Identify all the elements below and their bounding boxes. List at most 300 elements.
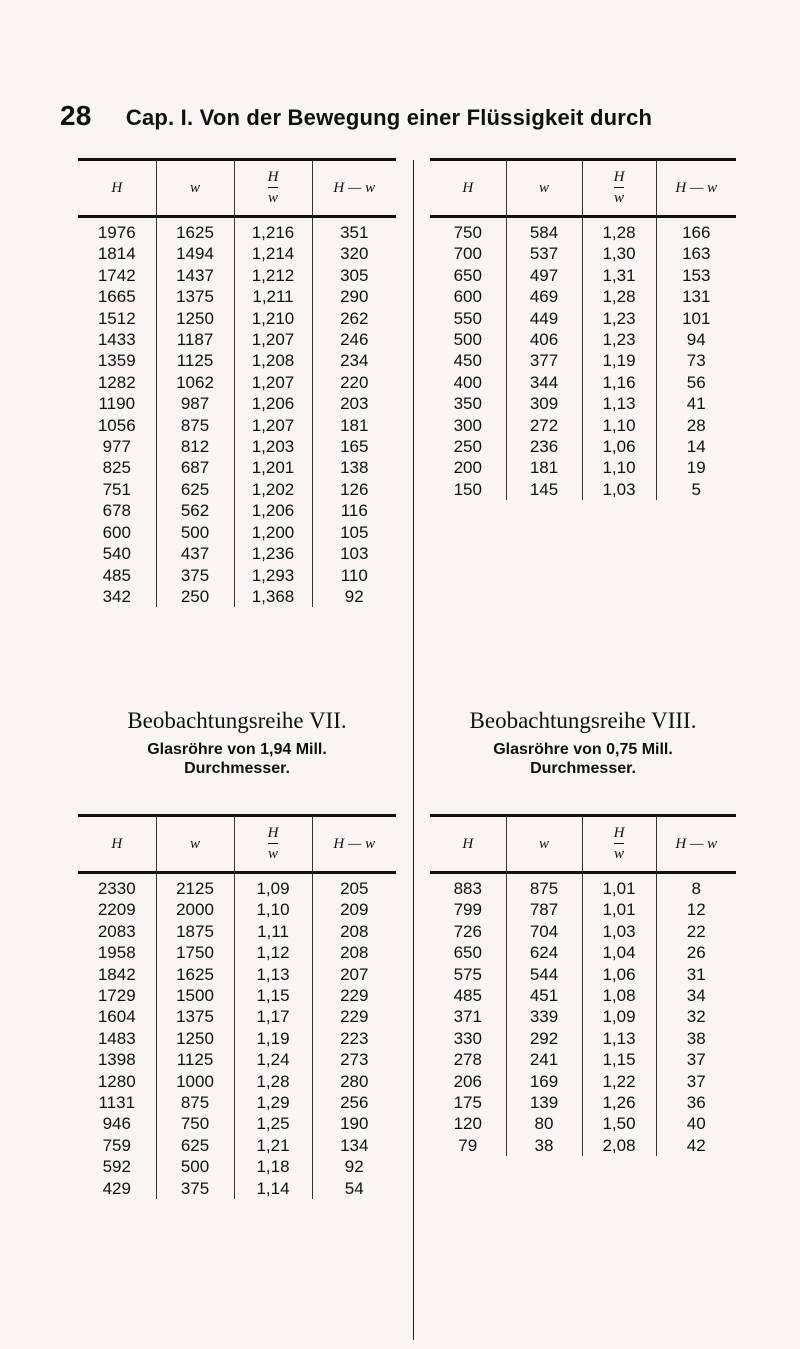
- col-diff-cell: 126: [312, 479, 396, 500]
- col-h-cell: 550: [453, 308, 482, 328]
- table-row: [430, 393, 736, 414]
- col-w-cell: 2125: [156, 873, 234, 900]
- col-ratio-cell: 2,08: [582, 1135, 656, 1156]
- table-top-left: [78, 158, 396, 607]
- col-h-cell: 1433: [97, 330, 136, 350]
- col-w-cell: 812: [156, 436, 234, 457]
- table-row: [78, 1178, 396, 1199]
- col-h-cell: 150: [453, 479, 482, 499]
- col-ratio-cell: 1,208: [234, 350, 312, 371]
- col-w-cell: 1375: [156, 1006, 234, 1027]
- col-diff-cell: 36: [656, 1092, 736, 1113]
- table-row: [430, 415, 736, 436]
- col-h-cell: 250: [453, 437, 482, 457]
- col-h-cell: 883: [453, 879, 482, 898]
- col-h-cell: 2209: [97, 900, 136, 920]
- table-series-vii: [78, 814, 396, 1199]
- col-ratio-cell: 1,293: [234, 565, 312, 586]
- col-diff-cell: 320: [312, 243, 396, 264]
- col-h-cell: 1512: [97, 308, 136, 328]
- col-w-cell: 500: [156, 1156, 234, 1177]
- col-w-cell: 1500: [156, 985, 234, 1006]
- col-ratio-cell: 1,207: [234, 415, 312, 436]
- table-row: [78, 286, 396, 307]
- table-row: [78, 500, 396, 521]
- col-h-cell: 1280: [97, 1071, 136, 1091]
- col-diff-cell: 12: [656, 899, 736, 920]
- col-ratio-cell: 1,211: [234, 286, 312, 307]
- table-row: [430, 899, 736, 920]
- col-h-cell: 540: [102, 544, 131, 564]
- series-viii-title: Beobachtungsreihe VIII.: [469, 708, 697, 733]
- col-ratio-cell: 1,03: [582, 479, 656, 500]
- col-ratio-cell: 1,09: [234, 873, 312, 900]
- col-h-cell: 350: [453, 394, 482, 414]
- col-h-cell: 1958: [97, 943, 136, 963]
- col-diff-cell: 203: [312, 393, 396, 414]
- col-ratio-cell: 1,206: [234, 393, 312, 414]
- col-ratio-cell: 1,01: [582, 899, 656, 920]
- col-w-cell: 1625: [156, 964, 234, 985]
- col-w-cell: 375: [156, 565, 234, 586]
- col-ratio-cell: 1,23: [582, 308, 656, 329]
- col-diff-cell: 19: [656, 457, 736, 478]
- header-h: H: [430, 160, 506, 217]
- col-h-cell: 278: [453, 1050, 482, 1070]
- table-row: [78, 479, 396, 500]
- table-row: [78, 873, 396, 900]
- col-h-cell: 1483: [97, 1028, 136, 1048]
- col-ratio-cell: 1,31: [582, 265, 656, 286]
- header-ratio: [234, 160, 312, 217]
- col-diff-cell: 41: [656, 393, 736, 414]
- col-ratio-cell: 1,17: [234, 1006, 312, 1027]
- col-w-cell: 750: [156, 1113, 234, 1134]
- series-vii: [78, 708, 396, 1199]
- col-diff-cell: 103: [312, 543, 396, 564]
- col-h-cell: 1604: [97, 1007, 136, 1027]
- col-h-cell: 946: [102, 1114, 131, 1134]
- col-h-cell: 2330: [97, 879, 136, 898]
- col-ratio-cell: 1,15: [582, 1049, 656, 1070]
- col-diff-cell: 165: [312, 436, 396, 457]
- col-ratio-cell: 1,28: [582, 286, 656, 307]
- col-h-cell: 429: [102, 1178, 131, 1198]
- col-ratio-cell: 1,50: [582, 1113, 656, 1134]
- table-row: [78, 543, 396, 564]
- col-h-cell: 1282: [97, 372, 136, 392]
- col-w-cell: 562: [156, 500, 234, 521]
- table-row: [78, 1049, 396, 1070]
- col-h-cell: 500: [453, 330, 482, 350]
- running-title: Cap. I. Von der Bewegung einer Flüssigkeit durch: [125, 105, 653, 130]
- col-h-cell: 825: [102, 458, 131, 478]
- col-ratio-cell: 1,19: [234, 1028, 312, 1049]
- col-diff-cell: 92: [312, 586, 396, 607]
- col-w-cell: 2000: [156, 899, 234, 920]
- col-diff-cell: 32: [656, 1006, 736, 1027]
- col-ratio-cell: 1,04: [582, 942, 656, 963]
- col-h-cell: 678: [102, 501, 131, 521]
- page-number: 28: [60, 100, 92, 131]
- col-ratio-cell: 1,13: [582, 393, 656, 414]
- col-h-cell: 592: [102, 1157, 131, 1177]
- col-ratio-cell: 1,200: [234, 522, 312, 543]
- col-diff-cell: 134: [312, 1135, 396, 1156]
- col-diff-cell: 273: [312, 1049, 396, 1070]
- col-diff-cell: 207: [312, 964, 396, 985]
- col-h-cell: 79: [458, 1135, 478, 1155]
- ratio-denominator: w: [613, 189, 624, 206]
- table-series-viii: [430, 814, 736, 1156]
- col-h-cell: 1842: [97, 964, 136, 984]
- col-w-cell: 544: [506, 964, 582, 985]
- col-diff-cell: 56: [656, 372, 736, 393]
- col-h-cell: 726: [453, 921, 482, 941]
- col-h-cell: 330: [453, 1028, 482, 1048]
- table-row: [78, 350, 396, 371]
- col-w-cell: 449: [506, 308, 582, 329]
- col-diff-cell: 37: [656, 1049, 736, 1070]
- table-top-left-wrapper: [78, 158, 396, 607]
- col-w-cell: 687: [156, 457, 234, 478]
- col-ratio-cell: 1,11: [234, 921, 312, 942]
- col-ratio-cell: 1,202: [234, 479, 312, 500]
- col-ratio-cell: 1,212: [234, 265, 312, 286]
- col-ratio-cell: 1,16: [582, 372, 656, 393]
- col-w-cell: 1062: [156, 372, 234, 393]
- col-h-cell: 200: [453, 458, 482, 478]
- col-ratio-cell: 1,24: [234, 1049, 312, 1070]
- col-diff-cell: 131: [656, 286, 736, 307]
- col-w-cell: 500: [156, 522, 234, 543]
- ratio-denominator: w: [613, 845, 624, 862]
- col-ratio-cell: 1,19: [582, 350, 656, 371]
- col-w-cell: 292: [506, 1028, 582, 1049]
- col-diff-cell: 209: [312, 899, 396, 920]
- header-diff: H — w: [312, 816, 396, 873]
- table-row: [78, 964, 396, 985]
- col-h-cell: 700: [453, 244, 482, 264]
- col-w-cell: 875: [506, 873, 582, 900]
- col-ratio-cell: 1,23: [582, 329, 656, 350]
- col-ratio-cell: 1,01: [582, 873, 656, 900]
- page-header: [60, 100, 760, 132]
- col-ratio-cell: 1,14: [234, 1178, 312, 1199]
- col-w-cell: 169: [506, 1071, 582, 1092]
- header-h: H: [430, 816, 506, 873]
- ratio-fraction: [614, 826, 625, 862]
- col-diff-cell: 54: [312, 1178, 396, 1199]
- table-row: [430, 286, 736, 307]
- table-row: [78, 565, 396, 586]
- col-diff-cell: 105: [312, 522, 396, 543]
- col-diff-cell: 37: [656, 1071, 736, 1092]
- col-w-cell: 377: [506, 350, 582, 371]
- col-diff-cell: 92: [312, 1156, 396, 1177]
- table-row: [430, 921, 736, 942]
- col-w-cell: 625: [156, 479, 234, 500]
- col-w-cell: 987: [156, 393, 234, 414]
- col-h-cell: 600: [453, 287, 482, 307]
- col-h-cell: 400: [453, 372, 482, 392]
- col-ratio-cell: 1,12: [234, 942, 312, 963]
- col-diff-cell: 153: [656, 265, 736, 286]
- series-vii-subtitle-line2: Durchmesser.: [184, 760, 290, 777]
- col-ratio-cell: 1,13: [582, 1028, 656, 1049]
- col-diff-cell: 163: [656, 243, 736, 264]
- header-diff: H — w: [312, 160, 396, 217]
- col-diff-cell: 208: [312, 921, 396, 942]
- table-row: [78, 217, 396, 244]
- col-ratio-cell: 1,207: [234, 372, 312, 393]
- col-diff-cell: 208: [312, 942, 396, 963]
- ratio-denominator: w: [267, 845, 278, 862]
- col-h-cell: 1398: [97, 1050, 136, 1070]
- col-diff-cell: 229: [312, 985, 396, 1006]
- table-row: [78, 1028, 396, 1049]
- col-h-cell: 1359: [97, 351, 136, 371]
- ratio-fraction: [268, 170, 279, 206]
- table-top-right: [430, 158, 736, 500]
- table-row: [430, 985, 736, 1006]
- ratio-fraction: [614, 170, 625, 206]
- col-w-cell: 437: [156, 543, 234, 564]
- col-w-cell: 1125: [156, 350, 234, 371]
- col-ratio-cell: 1,06: [582, 964, 656, 985]
- table-row: [78, 985, 396, 1006]
- col-h-cell: 1190: [98, 394, 136, 414]
- col-ratio-cell: 1,214: [234, 243, 312, 264]
- table-top-right-wrapper: [430, 158, 736, 500]
- table-row: [430, 1049, 736, 1070]
- col-w-cell: 1250: [156, 308, 234, 329]
- col-h-cell: 1976: [97, 223, 136, 242]
- table-row: [78, 457, 396, 478]
- table-row: [430, 942, 736, 963]
- col-w-cell: 469: [506, 286, 582, 307]
- table-row: [430, 873, 736, 900]
- table-row: [430, 436, 736, 457]
- col-ratio-cell: 1,13: [234, 964, 312, 985]
- col-diff-cell: 280: [312, 1071, 396, 1092]
- col-diff-cell: 5: [656, 479, 736, 500]
- table-row: [78, 1071, 396, 1092]
- table-row: [430, 217, 736, 244]
- col-w-cell: 272: [506, 415, 582, 436]
- table-row: [430, 1028, 736, 1049]
- col-w-cell: 537: [506, 243, 582, 264]
- table-row: [78, 308, 396, 329]
- col-w-cell: 1125: [156, 1049, 234, 1070]
- header-diff: H — w: [656, 816, 736, 873]
- col-h-cell: 485: [453, 986, 482, 1006]
- col-h-cell: 1056: [97, 415, 136, 435]
- col-w-cell: 1375: [156, 286, 234, 307]
- table-row: [78, 921, 396, 942]
- series-vii-subtitle-line1: Glasröhre von 1,94 Mill.: [147, 741, 327, 758]
- table-row: [78, 1135, 396, 1156]
- col-w-cell: 139: [506, 1092, 582, 1113]
- col-w-cell: 181: [506, 457, 582, 478]
- table-row: [78, 1006, 396, 1027]
- col-ratio-cell: 1,10: [582, 415, 656, 436]
- col-diff-cell: 262: [312, 308, 396, 329]
- col-ratio-cell: 1,207: [234, 329, 312, 350]
- ratio-denominator: w: [267, 189, 278, 206]
- col-w-cell: 145: [506, 479, 582, 500]
- col-w-cell: 1187: [156, 329, 234, 350]
- col-h-cell: 300: [453, 415, 482, 435]
- table-row: [78, 522, 396, 543]
- series-vii-subtitle: [78, 740, 396, 778]
- col-ratio-cell: 1,368: [234, 586, 312, 607]
- header-w: w: [506, 160, 582, 217]
- col-diff-cell: 34: [656, 985, 736, 1006]
- table-row: [430, 479, 736, 500]
- col-ratio-cell: 1,15: [234, 985, 312, 1006]
- header-ratio: [234, 816, 312, 873]
- table-row: [430, 372, 736, 393]
- col-ratio-cell: 1,21: [234, 1135, 312, 1156]
- header-ratio: [582, 160, 656, 217]
- col-w-cell: 875: [156, 415, 234, 436]
- col-diff-cell: 22: [656, 921, 736, 942]
- col-diff-cell: 181: [312, 415, 396, 436]
- col-ratio-cell: 1,26: [582, 1092, 656, 1113]
- col-diff-cell: 290: [312, 286, 396, 307]
- col-w-cell: 875: [156, 1092, 234, 1113]
- col-h-cell: 750: [453, 223, 482, 242]
- col-ratio-cell: 1,29: [234, 1092, 312, 1113]
- col-diff-cell: 351: [312, 217, 396, 244]
- col-diff-cell: 305: [312, 265, 396, 286]
- col-diff-cell: 101: [656, 308, 736, 329]
- col-ratio-cell: 1,08: [582, 985, 656, 1006]
- col-w-cell: 1875: [156, 921, 234, 942]
- col-w-cell: 1000: [156, 1071, 234, 1092]
- col-diff-cell: 38: [656, 1028, 736, 1049]
- table-row: [78, 393, 396, 414]
- col-diff-cell: 73: [656, 350, 736, 371]
- header-diff: H — w: [656, 160, 736, 217]
- header-w: w: [156, 816, 234, 873]
- col-ratio-cell: 1,203: [234, 436, 312, 457]
- table-row: [78, 586, 396, 607]
- ratio-numerator: H: [613, 168, 625, 185]
- col-diff-cell: 223: [312, 1028, 396, 1049]
- col-w-cell: 250: [156, 586, 234, 607]
- table-row: [78, 899, 396, 920]
- table-row: [430, 964, 736, 985]
- col-w-cell: 339: [506, 1006, 582, 1027]
- col-h-cell: 1131: [98, 1093, 136, 1113]
- col-w-cell: 497: [506, 265, 582, 286]
- table-row: [78, 1113, 396, 1134]
- col-diff-cell: 246: [312, 329, 396, 350]
- col-ratio-cell: 1,28: [234, 1071, 312, 1092]
- col-diff-cell: 205: [312, 873, 396, 900]
- table-row: [430, 1092, 736, 1113]
- col-ratio-cell: 1,28: [582, 217, 656, 244]
- col-diff-cell: 8: [656, 873, 736, 900]
- col-h-cell: 977: [102, 437, 131, 457]
- col-diff-cell: 42: [656, 1135, 736, 1156]
- col-ratio-cell: 1,206: [234, 500, 312, 521]
- table-row: [430, 265, 736, 286]
- col-ratio-cell: 1,18: [234, 1156, 312, 1177]
- series-viii-subtitle: [430, 740, 736, 778]
- ratio-numerator: H: [267, 168, 279, 185]
- col-w-cell: 375: [156, 1178, 234, 1199]
- col-h-cell: 1665: [97, 287, 136, 307]
- col-ratio-cell: 1,06: [582, 436, 656, 457]
- col-w-cell: 787: [506, 899, 582, 920]
- col-h-cell: 600: [102, 522, 131, 542]
- col-diff-cell: 166: [656, 217, 736, 244]
- col-h-cell: 759: [102, 1135, 131, 1155]
- ratio-numerator: H: [613, 824, 625, 841]
- col-h-cell: 450: [453, 351, 482, 371]
- col-diff-cell: 31: [656, 964, 736, 985]
- table-row: [430, 308, 736, 329]
- col-diff-cell: 256: [312, 1092, 396, 1113]
- header-ratio: [582, 816, 656, 873]
- table-row: [78, 415, 396, 436]
- col-ratio-cell: 1,25: [234, 1113, 312, 1134]
- ratio-numerator: H: [267, 824, 279, 841]
- col-w-cell: 1250: [156, 1028, 234, 1049]
- col-ratio-cell: 1,210: [234, 308, 312, 329]
- col-w-cell: 236: [506, 436, 582, 457]
- col-diff-cell: 234: [312, 350, 396, 371]
- col-diff-cell: 138: [312, 457, 396, 478]
- col-diff-cell: 220: [312, 372, 396, 393]
- series-viii-subtitle-line1: Glasröhre von 0,75 Mill.: [493, 741, 673, 758]
- col-h-cell: 650: [453, 943, 482, 963]
- ratio-fraction: [268, 826, 279, 862]
- col-ratio-cell: 1,236: [234, 543, 312, 564]
- col-h-cell: 1729: [97, 986, 136, 1006]
- table-row: [78, 942, 396, 963]
- col-ratio-cell: 1,10: [234, 899, 312, 920]
- col-ratio-cell: 1,10: [582, 457, 656, 478]
- col-w-cell: 309: [506, 393, 582, 414]
- col-h-cell: 120: [453, 1114, 482, 1134]
- col-w-cell: 1437: [156, 265, 234, 286]
- table-row: [430, 243, 736, 264]
- series-viii: [430, 708, 736, 1156]
- col-h-cell: 575: [453, 964, 482, 984]
- col-h-cell: 485: [102, 565, 131, 585]
- col-diff-cell: 40: [656, 1113, 736, 1134]
- col-ratio-cell: 1,03: [582, 921, 656, 942]
- col-h-cell: 650: [453, 265, 482, 285]
- col-w-cell: 704: [506, 921, 582, 942]
- table-row: [78, 436, 396, 457]
- col-h-cell: 751: [102, 479, 131, 499]
- col-ratio-cell: 1,201: [234, 457, 312, 478]
- col-w-cell: 625: [156, 1135, 234, 1156]
- col-w-cell: 1625: [156, 217, 234, 244]
- col-h-cell: 175: [453, 1093, 482, 1113]
- series-viii-subtitle-line2: Durchmesser.: [530, 760, 636, 777]
- col-ratio-cell: 1,09: [582, 1006, 656, 1027]
- col-h-cell: 206: [453, 1071, 482, 1091]
- col-h-cell: 2083: [97, 921, 136, 941]
- table-row: [78, 329, 396, 350]
- header-w: w: [156, 160, 234, 217]
